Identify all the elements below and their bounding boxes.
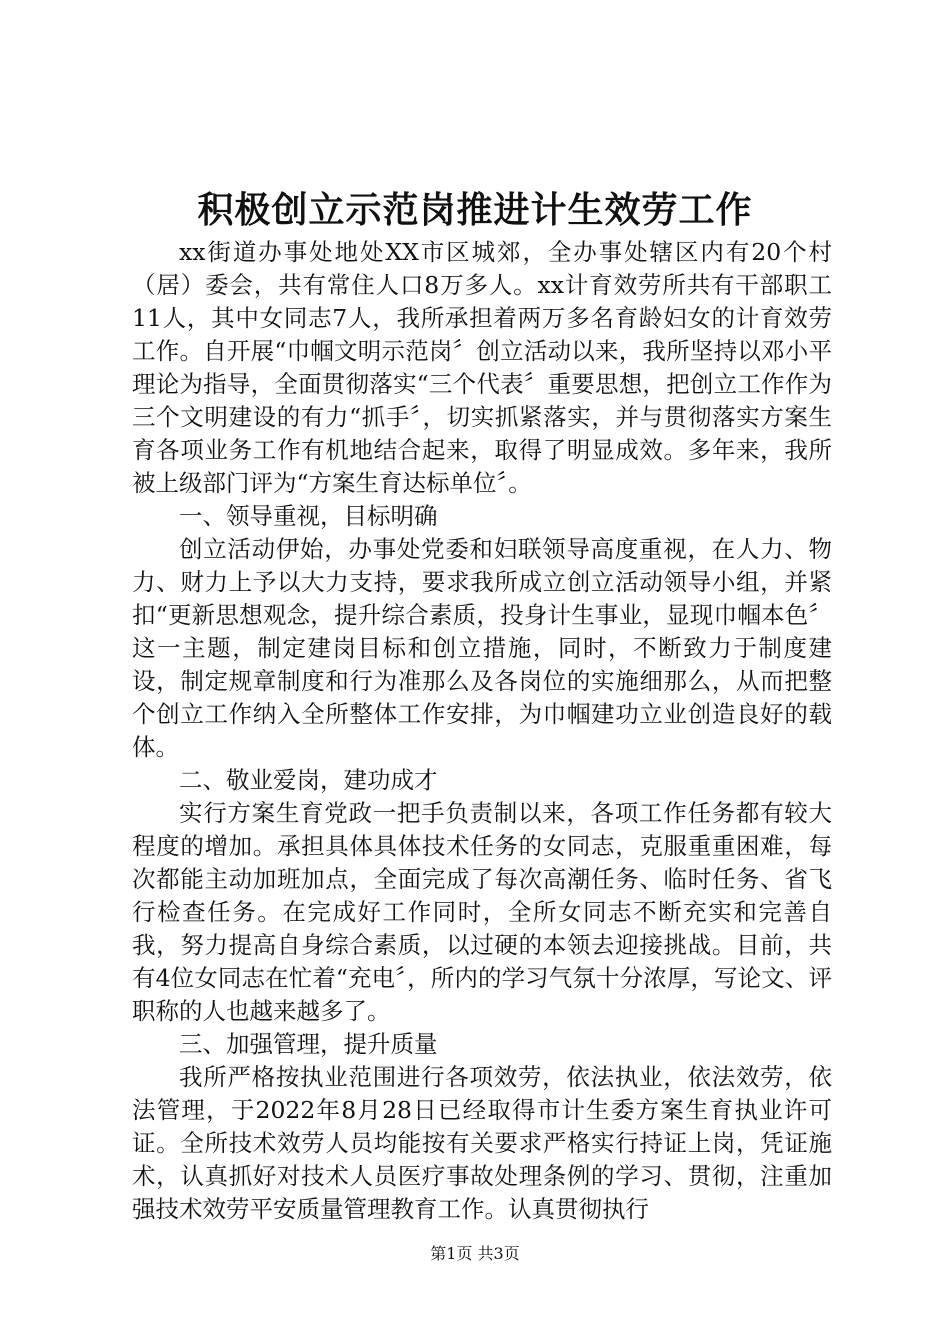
section-heading-3: 三、加强管理，提升质量 <box>179 1030 438 1058</box>
paragraph-intro: xx街道办事处地处XX市区城郊，全办事处辖区内有20个村（居）委会，共有常住人口8万多人。xx计育效劳所共有干部职工11人，其中女同志7人，我所承担着两万多名育龄妇女的计育效劳工作。自开展“巾帼文明示范岗〞创立活动以来，我所坚持以邓小平理论为指导，全面贯彻落实“三个代表〞重要思想，把创立工作作为三个文明建设的有力“抓手〞，切实抓紧落实，并与贯彻落实方案生育各项业务工作有机地结合起来，取得了明显成效。多年来，我所被上级部门评为“方案生育达标单位〞。 <box>132 238 832 497</box>
page-number: 第1页 共3页 <box>430 1244 520 1263</box>
section-heading-2: 二、敬业爱岗，建功成才 <box>179 766 438 794</box>
paragraph-section-3: 我所严格按执业范围进行各项效劳，依法执业，依法效劳，依法管理，于2022年8月28日已经取得市计生委方案生育执业许可证。全所技术效劳人员均能按有关要求严格实行持证上岗，凭证施术，认真抓好对技术人员医疗事故处理条例的学习、贯彻，注重加强技术效劳平安质量管理教育工作。认真贯彻执行 <box>132 1063 832 1223</box>
section-heading-1: 一、领导重视，目标明确 <box>179 502 438 530</box>
document-body <box>132 236 832 1226</box>
paragraph-section-1: 创立活动伊始，办事处党委和妇联领导高度重视，在人力、物力、财力上予以大力支持，要求我所成立创立活动领导小组，并紧扣“更新思想观念，提升综合素质，投身计生事业，显现巾帼本色〞这一主题，制定建岗目标和创立措施，同时，不断致力于制度建设，制定规章制度和行为准那么及各岗位的实施细那么，从而把整个创立工作纳入全所整体工作安排，为巾帼建功立业创造良好的载体。 <box>132 535 832 761</box>
page-title: 积极创立示范岗推进计生效劳工作 <box>197 189 753 231</box>
paragraph-section-2: 实行方案生育党政一把手负责制以来，各项工作任务都有较大程度的增加。承担具体具体技术任务的女同志，克服重重困难，每次都能主动加班加点，全面完成了每次高潮任务、临时任务、省飞行检查任务。在完成好工作同时，全所女同志不断充实和完善自我，努力提高自身综合素质，以过硬的本领去迎接挑战。目前，共有4位女同志在忙着“充电〞，所内的学习气氛十分浓厚，写论文、评职称的人也越来越多了。 <box>132 799 832 1025</box>
